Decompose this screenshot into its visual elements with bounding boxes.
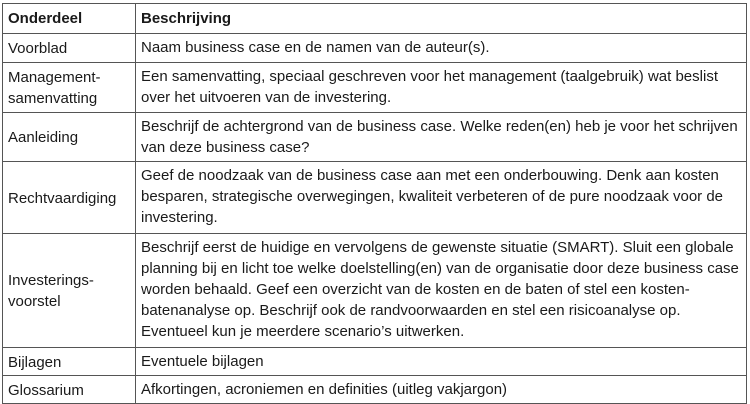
table-row [3, 348, 747, 376]
table-row [3, 234, 747, 348]
row-label: Bijlagen [3, 348, 136, 376]
header-beschrijving: Beschrijving [136, 4, 747, 34]
table-row [3, 376, 747, 404]
row-description: Geef de noodzaak van de business case aan met een onderbouwing. Denk aan kosten besparen, strategische overwegingen, kwaliteit verbeteren of de pure noodzaak voor de investering. [136, 162, 747, 234]
table-header-row [3, 4, 747, 34]
row-label: Voorblad [3, 34, 136, 63]
table-row [3, 63, 747, 113]
table-row [3, 162, 747, 234]
row-label [3, 63, 136, 113]
row-label: Aanleiding [3, 113, 136, 162]
row-label [3, 234, 136, 348]
row-description: Beschrijf eerst de huidige en vervolgens de gewenste situatie (SMART). Sluit een globale planning bij en licht toe welke doelstelling(en) van de organisatie door deze business case worden behaald. Geef een overzicht van de kosten en de baten of stel een kosten- batenanalyse op. Beschrijf ook de randvoorwaarden en stel een risicoanalyse op. Eventueel kun je meerdere scenario’s uitwerken. [136, 234, 747, 348]
row-label-line: Investerings- [8, 272, 94, 289]
row-label-line: voorstel [8, 293, 61, 310]
row-description: Eventuele bijlagen [136, 348, 747, 376]
table-row [3, 113, 747, 162]
row-description: Naam business case en de namen van de auteur(s). [136, 34, 747, 63]
row-label: Glossarium [3, 376, 136, 404]
row-label: Rechtvaardiging [3, 162, 136, 234]
row-label-line: samenvatting [8, 90, 98, 107]
table-row [3, 34, 747, 63]
row-description: Afkortingen, acroniemen en definities (uitleg vakjargon) [136, 376, 747, 404]
row-label-line: Management- [8, 69, 101, 86]
business-case-table [2, 3, 747, 404]
row-description: Beschrijf de achtergrond van de business case. Welke reden(en) heb je voor het schrijven van deze business case? [136, 113, 747, 162]
header-onderdeel: Onderdeel [3, 4, 136, 34]
row-description: Een samenvatting, speciaal geschreven voor het management (taalgebruik) wat beslist over het uitvoeren van de investering. [136, 63, 747, 113]
